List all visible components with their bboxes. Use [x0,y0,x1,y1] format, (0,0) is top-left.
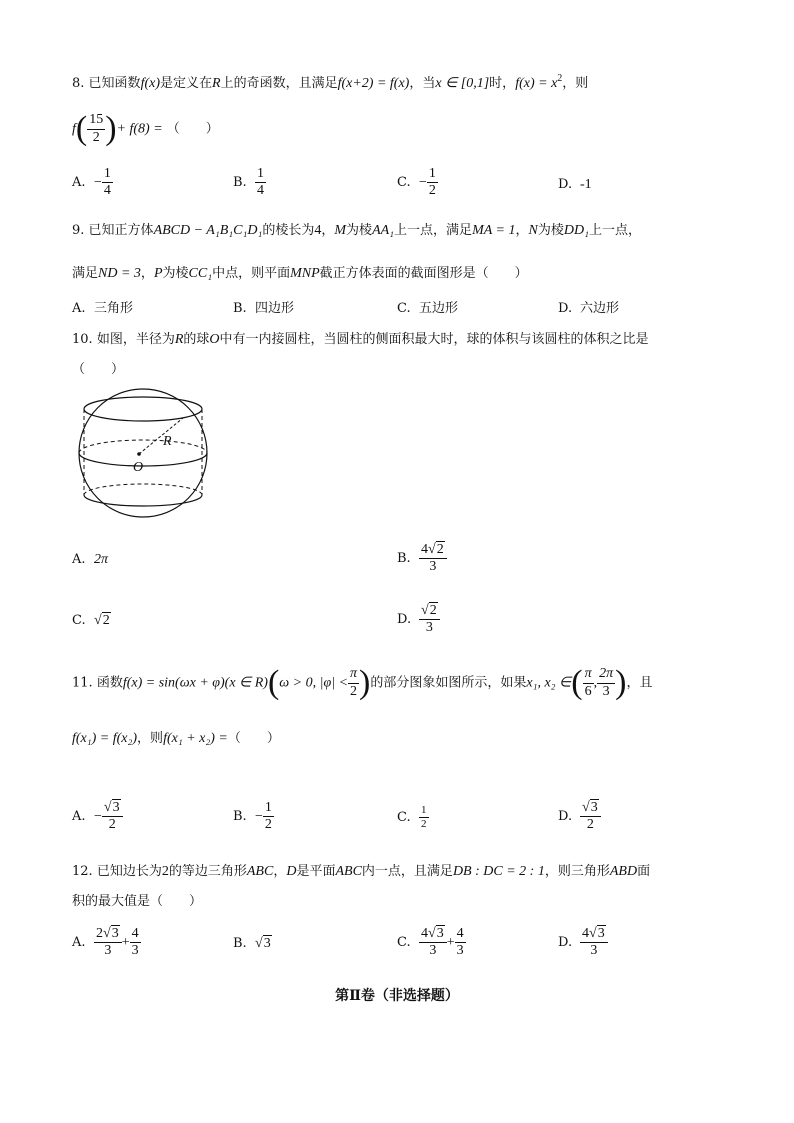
q12-line1: 12. 已知边长为2的等边三角形ABC，D是平面ABC内一点，且满足DB : DC = 2 : 1，则三角形ABD面 [72,864,651,879]
q12-option-a: A. $\frac{2√3}{3}$ + $\frac{4}{3}$ [72,926,139,959]
q11-option-d: D. $\frac{√3}{2}$ [558,800,601,833]
q12-line2: 积的最大值是（ ） [72,894,203,909]
q10-line1: 10. 如图，半径为R的球O中有一内接圆柱，当圆柱的侧面积最大时，球的体积与该圆柱的体积之比是 [72,332,649,347]
q11-option-c: C. $\frac{1}{2}$ [397,804,427,830]
q8-option-b: B. $\frac{1}{4}$ [233,166,264,199]
q10-option-b: B. $\frac{4√2}{3}$ [397,542,447,575]
figure-label-o: O [133,460,144,475]
q12-option-d: D. $\frac{4√3}{3}$ [558,926,608,959]
sphere-cylinder-figure [70,386,216,518]
q12-option-c: C. $\frac{4√3}{3}$ + $\frac{4}{3}$ [397,926,464,959]
q8-option-d: D. -1 [558,177,592,192]
q10-option-a: A. 2π [72,552,109,567]
q10-blank: （ ） [72,362,125,377]
q11-option-b: B. − $\frac{1}{2}$ [233,800,272,833]
fraction: $\frac{15}{2}$ [89,112,104,145]
q10-option-c: C. √2 [72,613,110,628]
q11-option-a: A. − $\frac{√3}{2}$ [72,800,123,833]
section-title: 第Ⅱ卷（非选择题） [335,988,459,1004]
q9-option-d: D. 六边形 [558,301,620,316]
q11-line2: f(x₁) = f(x₂)，则f(x₁ + x₂) =（ ） [72,731,280,746]
q8-expression: f( $\frac{15}{2}$ )+ f(8) = （ ） [72,110,219,147]
figure-label-r: R [163,434,172,449]
q8-line1: 8. 已知函数f(x)是定义在R上的奇函数，且满足f(x+2) = f(x)，当x ∈ [0,1]时，$f(x) = x^2$，则 [72,73,589,91]
q11-line1: 11. 函数f(x) = sin(ωx + φ)(x ∈ R)(ω > 0, |φ| < $\frac{\pi}{2}$ )的部分图象如图所示，如果x₁, x₂ ∈( $\frac{\pi}{6}$ , $\frac{2\pi}{3}$ )，且 [72,664,653,701]
q10-option-d: D. $\frac{√2}{3}$ [397,603,440,636]
q8-option-c: C. − $\frac{1}{2}$ [397,166,436,199]
q9-option-c: C. 五边形 [397,301,459,316]
q9-option-a: A. 三角形 [72,301,134,316]
q9-line1: 9. 已知正方体ABCD − A₁B₁C₁D₁的棱长为4，M为棱AA₁上一点，满足MA = 1，N为棱DD₁上一点， [72,223,641,238]
q8-option-a: A. − $\frac{1}{4}$ [72,166,111,199]
q9-line2: 满足ND = 3，P为棱CC₁中点，则平面MNP截正方体表面的截面图形是（ ） [72,266,528,281]
q12-option-b: B. √3 [233,936,271,951]
q9-option-b: B. 四边形 [233,301,295,316]
